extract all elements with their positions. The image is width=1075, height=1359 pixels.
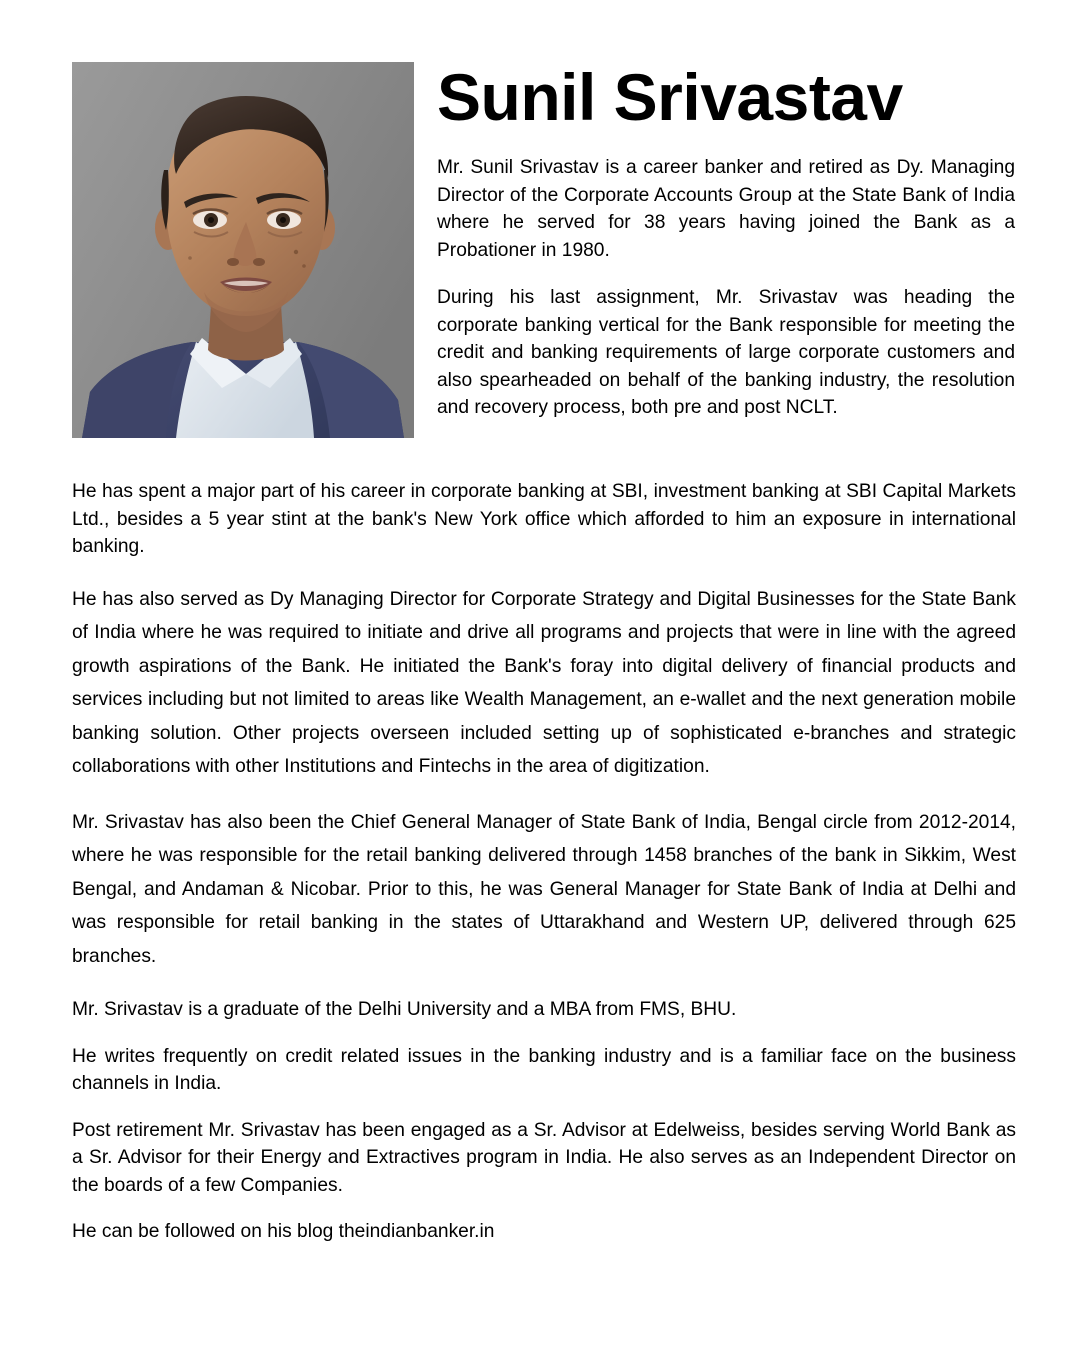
portrait-photo <box>72 62 414 438</box>
body-paragraph-4: Mr. Srivastav is a graduate of the Delhi University and a MBA from FMS, BHU. <box>72 999 737 1020</box>
body-paragraph-6: Post retirement Mr. Srivastav has been engaged as a Sr. Advisor at Edelweiss, besides serving World Bank as a Sr. Advisor for their Energy and Extractives program in India. He also serves as an Independent Director on the boards of a few Companies. <box>72 1119 1016 1196</box>
body-paragraph-2: He has also served as Dy Managing Director for Corporate Strategy and Digital Businesses for the State Bank of India where he was required to initiate and drive all programs and projects that were in line with the agreed growth aspirations of the Bank. He initiated the Bank's foray into digital delivery of financial products and services including but not limited to areas like Wealth Management, an e-wallet and the next generation mobile banking solution. Other projects overseen included setting up of sophisticated e-branches and strategic collaborations with other Institutions and Fintechs in the area of digitization. <box>72 588 1016 777</box>
page-title: Sunil Srivastav <box>437 60 903 134</box>
body-paragraph-7: He can be followed on his blog theindianbanker.in <box>72 1221 495 1242</box>
intro-paragraph-1: Mr. Sunil Srivastav is a career banker and retired as Dy. Managing Director of the Corporate Accounts Group at the State Bank of India where he served for 38 years having joined the Bank as a Probationer in 1980. <box>437 157 1015 261</box>
header-text-column <box>437 62 1015 422</box>
intro-paragraph-2: During his last assignment, Mr. Srivastav was heading the corporate banking vertical for the Bank responsible for meeting the credit and banking requirements of large corporate customers and also spearheaded on behalf of the banking industry, the resolution and recovery process, both pre and post NCLT. <box>437 287 1015 418</box>
body-zone <box>72 478 1016 1246</box>
body-paragraph-1: He has spent a major part of his career in corporate banking at SBI, investment banking at SBI Capital Markets Ltd., besides a 5 year stint at the bank's New York office which afforded to him an exposure in international banking. <box>72 481 1016 557</box>
body-paragraph-3: Mr. Srivastav has also been the Chief General Manager of State Bank of India, Bengal circle from 2012-2014, where he was responsible for the retail banking delivered through 1458 branches of the bank in Sikkim, West Bengal, and Andaman & Nicobar. Prior to this, he was General Manager for State Bank of India at Delhi and was responsible for retail banking in the states of Uttarakhand and Western UP, delivered through 625 branches. <box>72 811 1016 967</box>
body-paragraph-5: He writes frequently on credit related issues in the banking industry and is a familiar face on the business channels in India. <box>72 1045 1016 1094</box>
